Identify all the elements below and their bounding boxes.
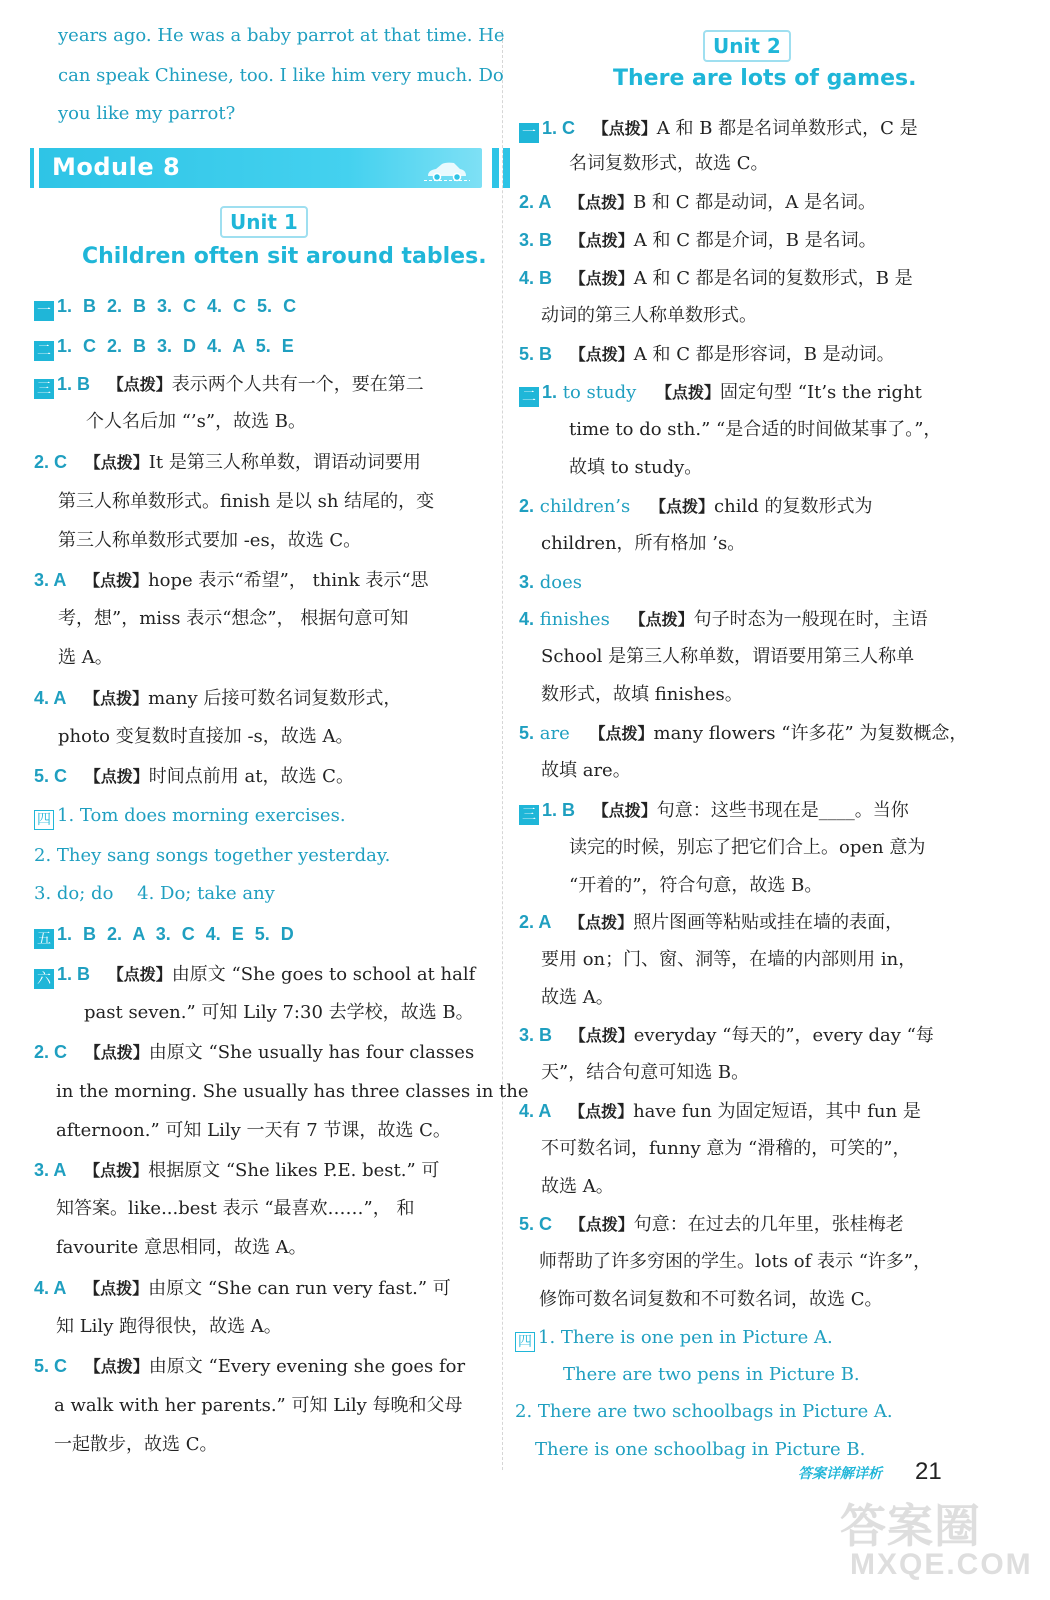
r-s1-item-4: 4. B 【点拨】A 和 C 都是名词的复数形式，B 是 — [519, 268, 913, 289]
section-badge-6: 六 — [34, 969, 54, 989]
r-s3-item-4: 4. A 【点拨】have fun 为固定短语，其中 fun 是 — [519, 1101, 921, 1122]
unit2-title: There are lots of games. — [613, 66, 917, 91]
r-s1-item-5: 5. B 【点拨】A 和 C 都是形容词，B 是动词。 — [519, 344, 895, 365]
module-title: Module 8 — [52, 153, 181, 181]
footer-tag: 答案详解详析 — [798, 1466, 882, 1482]
s4-item-3: 3. do; do 4. Do; take any — [34, 883, 275, 904]
s4-item-2: 2. They sang songs together yesterday. — [34, 845, 391, 866]
r-s2-item-1: 二 1. to study 【点拨】固定句型 “It’s the right — [519, 380, 922, 407]
section-1-row: 一 1. B 2. B 3. C 4. C 5. C — [34, 294, 296, 321]
intro-line-3: you like my parrot? — [58, 103, 236, 124]
s3-item-1: 三 1. B 【点拨】表示两个人共有一个，要在第二 — [34, 372, 424, 399]
section-badge-4: 四 — [515, 1332, 535, 1352]
s3-item-2: 2. C 【点拨】It 是第三人称单数，谓语动词要用 — [34, 452, 421, 473]
section-badge-3: 三 — [34, 379, 54, 399]
s6-item-1: 六 1. B 【点拨】由原文 “She goes to school at half — [34, 962, 475, 989]
r-s2-item-3: 3. does — [519, 572, 582, 593]
intro-line-2: can speak Chinese, too. I like him very much. Do — [58, 65, 504, 86]
section-badge-3: 三 — [519, 805, 539, 825]
r-s4-item-2b: There is one schoolbag in Picture B. — [535, 1439, 866, 1460]
r-s4-item-2: 2. There are two schoolbags in Picture A. — [515, 1401, 893, 1422]
watermark-url: MXQE.COM — [850, 1548, 1033, 1581]
section-badge-1: 一 — [34, 301, 54, 321]
r-s1-item-2: 2. A 【点拨】B 和 C 都是动词，A 是名词。 — [519, 192, 876, 213]
section-badge-5: 五 — [34, 929, 54, 949]
section-badge-2: 二 — [34, 341, 54, 361]
r-s2-item-4: 4. finishes 【点拨】句子时态为一般现在时，主语 — [519, 609, 928, 630]
watermark-logo: 答案圈 — [840, 1499, 981, 1553]
r-s1-item-1: 一 1. C 【点拨】A 和 B 都是名词单数形式，C 是 — [519, 116, 918, 143]
s4-item-1: 四 1. Tom does morning exercises. — [34, 804, 346, 830]
section-badge-1: 一 — [519, 123, 539, 143]
s6-item-4: 4. A 【点拨】由原文 “She can run very fast.” 可 — [34, 1278, 451, 1299]
r-s3-item-5: 5. C 【点拨】句意：在过去的几年里，张桂梅老 — [519, 1214, 904, 1235]
section-2-row: 二 1. C 2. B 3. D 4. A 5. E — [34, 334, 294, 361]
section-badge-2: 二 — [519, 387, 539, 407]
s6-item-2: 2. C 【点拨】由原文 “She usually has four classes — [34, 1042, 475, 1063]
r-s3-item-2: 2. A 【点拨】照片图画等粘贴或挂在墙的表面， — [519, 912, 904, 933]
s6-item-5: 5. C 【点拨】由原文 “Every evening she goes for — [34, 1356, 466, 1377]
section-5-row: 五 1. B 2. A 3. C 4. E 5. D — [34, 922, 294, 949]
r-s4-item-1b: There are two pens in Picture B. — [563, 1364, 860, 1385]
r-s3-item-1: 三 1. B 【点拨】句意：这些书现在是____。当你 — [519, 798, 909, 825]
unit1-label: Unit 1 — [220, 206, 308, 238]
r-s2-item-2: 2. children’s 【点拨】child 的复数形式为 — [519, 496, 873, 517]
s3-item-3: 3. A 【点拨】hope 表示“希望”， think 表示“思 — [34, 570, 429, 591]
intro-line-1: years ago. He was a baby parrot at that time. He — [58, 25, 505, 46]
r-s2-item-5: 5. are 【点拨】many flowers “许多花” 为复数概念， — [519, 723, 968, 744]
section-badge-4: 四 — [34, 810, 54, 830]
unit2-label: Unit 2 — [703, 30, 791, 62]
s6-item-3: 3. A 【点拨】根据原文 “She likes P.E. best.” 可 — [34, 1160, 440, 1181]
r-s4-item-1: 四 1. There is one pen in Picture A. — [515, 1326, 833, 1352]
s3-item-4: 4. A 【点拨】many 后接可数名词复数形式， — [34, 688, 402, 709]
r-s1-item-3: 3. B 【点拨】A 和 C 都是介词，B 是名词。 — [519, 230, 877, 251]
r-s3-item-3: 3. B 【点拨】everyday “每天的”，every day “每 — [519, 1025, 934, 1046]
car-icon — [424, 160, 470, 182]
unit1-title: Children often sit around tables. — [82, 244, 487, 269]
module-header-bar — [36, 148, 482, 188]
page-number: 21 — [915, 1458, 942, 1485]
column-divider — [502, 30, 503, 1470]
s3-item-5: 5. C 【点拨】时间点前用 at，故选 C。 — [34, 766, 354, 787]
